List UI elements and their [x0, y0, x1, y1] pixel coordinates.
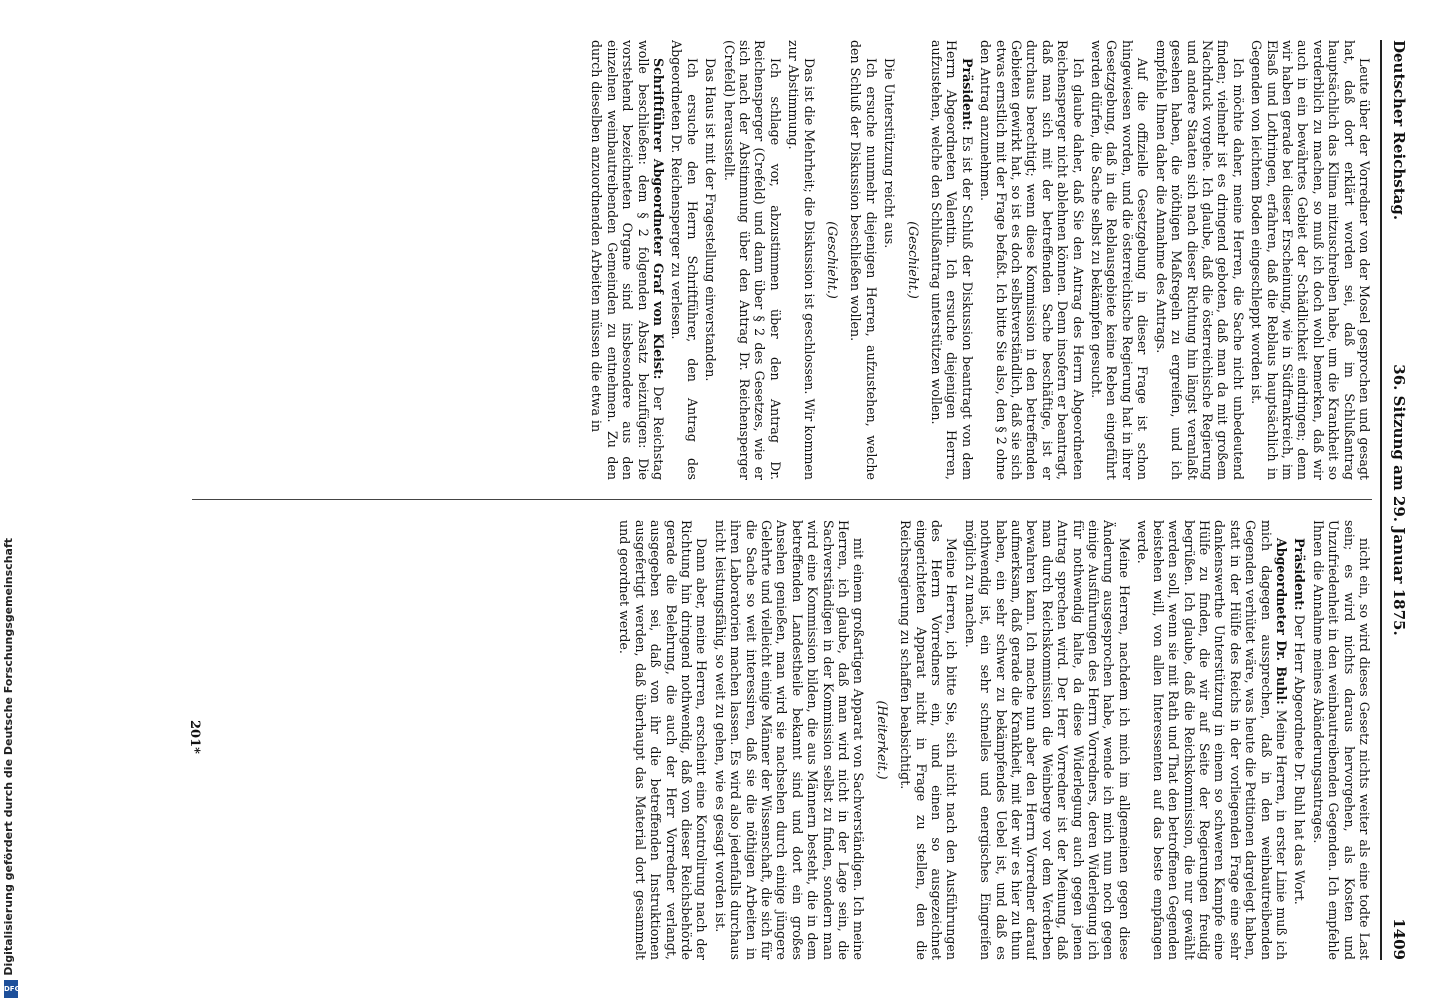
digitization-credit-strip [0, 0, 22, 1000]
body-paragraph: Das Haus ist mit der Fragestellung einverstanden. [703, 58, 719, 382]
speech-paragraph [589, 40, 666, 480]
body-paragraph: Auf die offizielle Gesetzgebung in dieser Frage ist schon hingewiesen worden, und die österreichische Regierung hat in ihrer Gesetzgebung, daß in die Reblausgebiete keine Reben eingeführt werden dürfen, die Sache selbst zu bekämpfen gesucht. [1089, 40, 1151, 480]
running-head-session: 36. Sitzung am 29. Januar 1875. [1390, 364, 1408, 636]
speaker-name: Präsident: [959, 58, 975, 131]
speech-text: Es ist der Schluß der Diskussion beantragt von dem Herrn Abgeordneten Valentin. Ich ersuche diejenigen Herren, aufzustehen, welche den Schlußantrag unterstützen wollen. [929, 40, 975, 480]
stage-direction: (Heiterkeit.) [874, 700, 890, 780]
speech-text: Der Reichstag wolle beschließen: dem § 2 folgenden Absatz beizufügen: Die vorstehend bezeichneten Organe sind insbesondere aus den einzelnen weinbautreibenden Gemeinden zu entnehmen. Zu den durch dieselben anzuordnenden Arbeiten müssen die etwa in [589, 40, 666, 480]
speech-text: Meine Herren, in erster Linie muß ich mich dagegen aussprechen, daß in den weinbautreibenden Gegenden verhütet wäre, was heute die Petitionen dargelegt haben, statt in der Hülfe des Reichs in der vorliegenden Frage eine sehr dankenswerthe Unterstützung in einem so schweren Kampfe eine Hülfe zu finden, die wir auf Seite der Regierungen freudig begrüßen. Ich glaube, daß die Reichskommission, die nur gewählt werden soll, wenn sie mit Rath und That den betroffenen Gegenden beistehen will, von allen Interessenten auf das beste empfangen werde. [1135, 520, 1289, 960]
signature-mark: 201* [187, 720, 202, 754]
speech-paragraph [929, 40, 975, 480]
digitization-credit-text: Digitalisierung gefördert durch die Deutsche Forschungsgemeinschaft [2, 538, 15, 976]
stage-direction: (Geschieht.) [825, 221, 840, 299]
running-head [1380, 40, 1412, 960]
body-paragraph: Ich ersuche den Herrn Schriftführer, den Antrag des Abgeordneten Dr. Reichensperger zu verlesen. [669, 40, 700, 480]
body-paragraph: Ich schlage vor, abzustimmen über den Antrag Dr. Reichensperger (Crefeld) und dann über § 2 des Gesetzes, wie er sich nach der Abstimmung über den Antrag Dr. Reichensperger (Crefeld) herausstellt. [721, 40, 783, 480]
body-paragraph: Ich ersuche nunmehr diejenigen Herren, aufzustehen, welche den Schluß der Diskussion beschließen wollen. [848, 40, 879, 480]
body-paragraph: Dann aber, meine Herren, erscheint eine Kontrolirung nach der Richtung hin dringend nothwendig, daß von dieser Reichsbehörde gerade die Belehrung, die auch der Herr Vorredner verlangt, ausgegeben sei, daß von ihr die betreffenden Instruktionen ausgefertigt werden, daß überhaupt das Material dort gesammelt und geordnet werde. [617, 520, 710, 960]
dfg-logo-icon: DFG [4, 980, 18, 998]
speaker-name: Schriftführer Abgeordneter Graf von Kleist: [650, 58, 666, 380]
body-paragraph: Ich möchte daher, meine Herren, die Sache nicht unbedeutend finden; vielmehr ist es dringend geboten, daß man da mit großem Nachdruck vorgehe. Ich glaube, daß die österreichische Regierung und andere Staaten sich nach dieser Richtung hin längst veranlaßt gesehen haben, die nöthigen Maßregeln zu ergreifen, und ich empfehle Ihnen daher die Annahme des Antrags. [1153, 40, 1246, 480]
body-paragraph: Die Unterstützung reicht aus. [882, 58, 898, 249]
running-head-publication: Deutscher Reichstag. [1390, 40, 1408, 221]
speech-text: Der Herr Abgeordnete Dr. Buhl hat das Wort. [1292, 614, 1308, 905]
speech-paragraph [1292, 520, 1307, 960]
body-paragraph: mit einem großartigen Apparat von Sachverständigen. Ich meine Herren, ich glaube, daß man wird nicht in der Lage sein, die Sachverständigen in der Kommission selbst zu finden, sondern man wird eine Kommission bilden, die aus Männern besteht, die in dem betreffenden Landestheile bekannt sind und dort ein großes Ansehen genießen, man wird sie nachsehen durch einige jüngere Gelehrte und vielleicht einige Männer der Wissenschaft, die sich für die Sache so weit interessiren, daß sie die nöthigen Arbeiten in ihren Laboratorien machen lassen. Es wird also jedenfalls durchaus nicht leistungsfähig, so weit zu gehen, wie es gesagt worden ist. [712, 520, 867, 960]
speech-paragraph [1135, 520, 1289, 960]
body-paragraph: nicht ein, so wird dieses Gesetz nichts weiter als eine todte Last sein; es wird nichts daraus hervorgehen, als Kosten und Unzufriedenheit in den weinbautreibenden Gegenden. Ich empfehle Ihnen die Annahme meines Abänderungsantrages. [1310, 520, 1372, 960]
speaker-name: Abgeordneter Dr. Buhl: [1273, 538, 1289, 705]
rotated-document-page [142, 0, 1432, 1000]
stage-direction: (Geschieht.) [905, 221, 921, 299]
page-number: 1409 [1390, 918, 1408, 960]
column-divider [192, 499, 1372, 500]
speaker-name: Präsident: [1292, 538, 1308, 611]
text-column-right [192, 520, 1372, 960]
body-paragraph: Meine Herren, nachdem ich mich im allgemeinen gegen diese Änderung ausgesprochen habe, wende ich mich nun noch gegen einige Ausführungen des Herrn Vorredners, deren Widerlegung ich für nothwendig halte, da diese Widerlegung auch gegen jenen Antrag sprechen wird. Der Herr Vorredner ist der Meinung, daß man durch Reichskommission die Weinberge vor dem Verderben bewahren kann. Ich mache nun aber den Herrn Vorredner darauf aufmerksam, daß gerade die Krankheit, mit der wir es hier zu thun haben, ein sehr schwer zu bekämpfendes Uebel ist, und daß es nothwendig ist, ein sehr schnelles und energisches Eingreifen möglich zu machen. [962, 520, 1132, 960]
text-column-left [192, 40, 1372, 480]
body-paragraph: Ich glaube daher, daß Sie den Antrag des Herrn Abgeordneten Reichensperger nicht ablehnen können. Denn insofern er beantragt, daß man sich mit der betreffenden Sache beschäftige, ist er durchaus berechtigt; wenn diese Kommission in den betreffenden Gebieten gewirkt hat, so ist es doch selbstverständlich, daß sie sich etwas ernstlich mit der Frage befaßt. Ich bitte Sie also, den § 2 ohne den Antrag anzunehmen. [978, 40, 1086, 480]
body-paragraph: Das ist die Mehrheit; die Diskussion ist geschlossen. Wir kommen zur Abstimmung. [786, 40, 817, 480]
body-paragraph: Meine Herren, ich bitte Sie, sich nicht nach den Ausführungen des Herrn Vorredners ein, und einen so ausgezeichnet eingerichteten Apparat nicht in Frage zu stellen, den die Reichsregierung zu schaffen beabsichtigt. [898, 520, 960, 960]
body-paragraph: Leute über der Vorredner von der Mosel gesprochen und gesagt hat, daß dort erklärt worden sei, daß im Schlußantrag hauptsächlich das Klima mitzuschreiben habe, um die Krankheit so verderblich zu machen, so muß ich doch wohl bemerken, daß wir auch in ein bewährtes Gebiet der Schädlichkeit eindringen; denn wir haben gerade bei dieser Erscheinung, wie in Südfrankreich, im Elsaß und Lothringen, erfahren, daß die Reblaus hauptsächlich in Gegenden von leichtem Boden eingeschleppt worden ist. [1249, 40, 1372, 480]
